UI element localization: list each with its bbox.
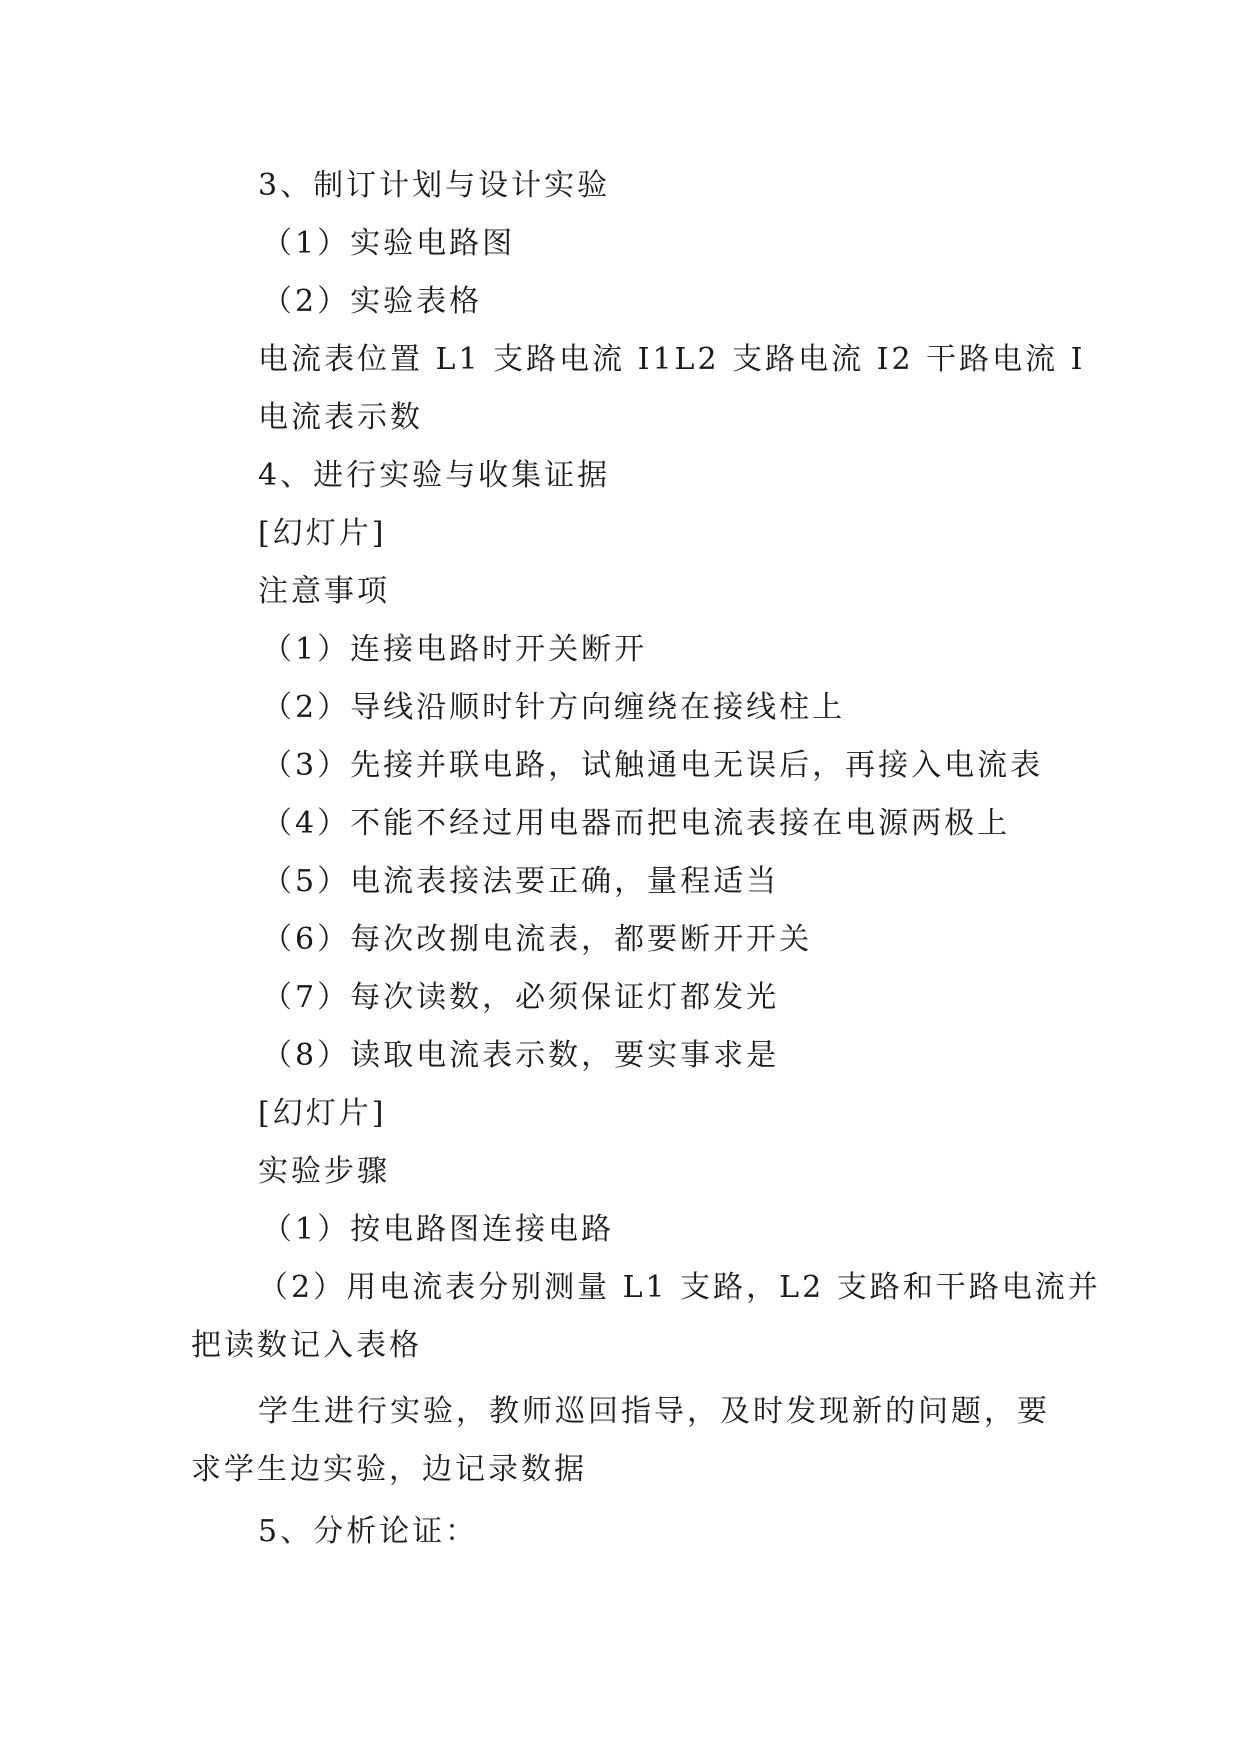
list-item-continuation: 把读数记入表格 <box>191 1328 422 1363</box>
list-item: （5）电流表接法要正确，量程适当 <box>262 864 780 899</box>
list-item: （1）实验电路图 <box>262 226 516 261</box>
list-item: （7）每次读数，必须保证灯都发光 <box>262 980 780 1015</box>
list-item: （1）按电路图连接电路 <box>262 1212 615 1247</box>
section-heading-5: 5、分析论证： <box>258 1514 479 1549</box>
table-header-text: 电流表位置 L1 支路电流 I1L2 支路电流 I2 干路电流 I <box>258 342 1086 377</box>
list-item: （3）先接并联电路，试触通电无误后，再接入电流表 <box>262 748 1044 783</box>
subheading-notes: 注意事项 <box>258 574 390 609</box>
slide-marker: [幻灯片] <box>258 516 387 551</box>
list-item: （6）每次改捌电流表，都要断开开关 <box>262 922 813 957</box>
subheading-steps: 实验步骤 <box>258 1154 390 1189</box>
table-row-label: 电流表示数 <box>258 400 423 435</box>
paragraph-continuation: 求学生边实验，边记录数据 <box>191 1452 587 1487</box>
list-item: （1）连接电路时开关断开 <box>262 632 648 667</box>
slide-marker: [幻灯片] <box>258 1096 387 1131</box>
list-item: （2）用电流表分别测量 L1 支路，L2 支路和干路电流并 <box>258 1270 1101 1305</box>
section-heading-4: 4、进行实验与收集证据 <box>258 458 611 493</box>
list-item: （8）读取电流表示数，要实事求是 <box>262 1038 780 1073</box>
list-item: （2）实验表格 <box>262 284 483 319</box>
section-heading-3: 3、制订计划与设计实验 <box>258 168 611 203</box>
paragraph: 学生进行实验，教师巡回指导，及时发现新的问题，要 <box>258 1394 1050 1429</box>
list-item: （2）导线沿顺时针方向缠绕在接线柱上 <box>262 690 846 725</box>
list-item: （4）不能不经过用电器而把电流表接在电源两极上 <box>262 806 1011 841</box>
